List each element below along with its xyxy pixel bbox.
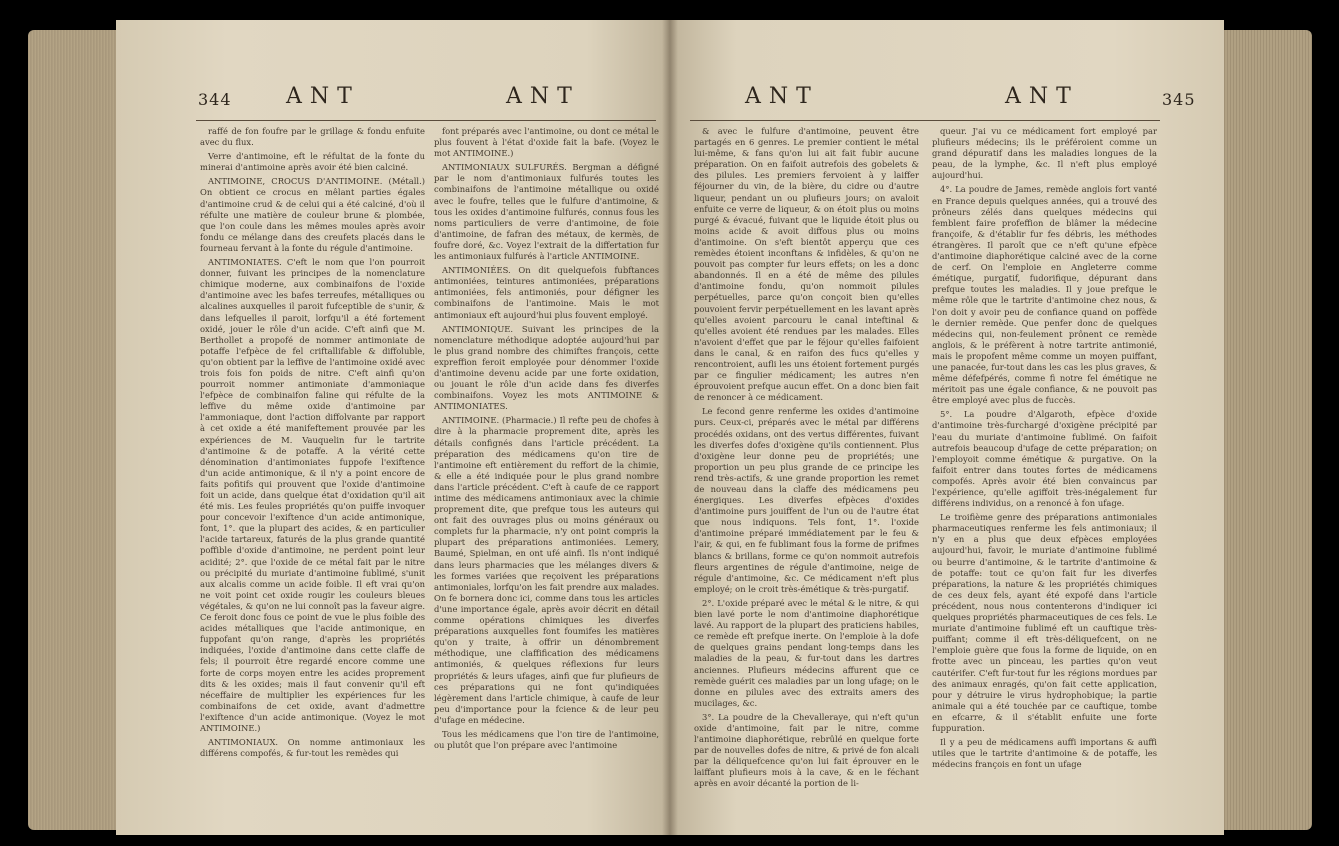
header-rule	[690, 120, 1160, 121]
page-number: 344	[198, 90, 232, 109]
right-column-1	[694, 126, 919, 826]
book-gutter	[662, 20, 678, 835]
center-head: ANT	[745, 84, 819, 109]
paragraph: ANTIMOINE. (Pharmacie.) Il refte peu de chofes à dire à la pharmacie proprement dite, après les détails confignés dans l'article précédent. La préparation des médicamens qu'on tire de l'antimoine eft entièrement du reffort de la chimie, & elle a été indiquée pour le plus grand nombre dans l'article précédent. C'eft à caufe de ce rapport intime des médicamens antimoniaux avec la chimie proprement dite, que prefque tous les auteurs qui ont fait des ouvrages plus ou moins généraux ou complets fur la pharmacie, n'y ont point compris la plupart des préparations antimoniées. Lemery, Baumé, Spielman, en ont ufé ainfi. Ils n'ont indiqué dans leurs pharmacies que les mélanges divers & les formes variées que reçoivent les préparations antimoniales, lorfqu'on les fait prendre aux malades. On fe bornera donc ici, comme dans tous les articles d'une importance égale, après avoir décrit en détail comme opérations chimiques les diverfes préparations auxquelles font foumifes les matières qu'on y traite, à offrir un dénombrement méthodique, une claffification des médicamens antimoniés, & quelques réflexions fur leurs propriétés & leurs ufages, ainfi que fur plufieurs de ces préparations qui ne font qu'indiquées légèrement dans l'article chimique, à caufe de leur peu d'importance pour la fcience & de leur peu d'ufage en médecine.	[434, 415, 659, 725]
page-number: 345	[1162, 90, 1196, 109]
paragraph: ANTIMOINE, CROCUS D'ANTIMOINE. (Métall.) On obtient ce crocus en mêlant parties égales d'antimoine crud & de celui qui a été calciné, d'où il réfulte une matière de couleur brune & plombée, que l'on coule dans les mêmes moules après avoir fondu ce mélange dans des creufets placés dans le fourneau fervant à la fonte du régule d'antimoine.	[200, 176, 425, 253]
paragraph: Le fecond genre renferme les oxides d'antimoine purs. Ceux-ci, préparés avec le métal par différens procédés oxidans, ont des vertus différentes, fuivant les diverfes dofes d'oxigène qu'ils contiennent. Plus d'oxigène leur donne peu de propriétés; une proportion un peu plus grande de ce principe les rend très-actifs, & une grande proportion les remet de nouveau dans la claffe des médicamens peu énergiques. Les diverfes efpèces d'oxides d'antimoine purs jouiffent de l'un ou de l'autre état que nous indiquons. Tels font, 1°. l'oxide d'antimoine préparé immédiatement par le feu & l'air, & qui, en fe fublimant fous la forme de prifmes blancs & brillans, forme ce qu'on nommoit autrefois fleurs argentines de régule d'antimoine, neige de régule d'antimoine, &c. Ce médicament n'eft plus employé; on le croit très-émétique & très-purgatif.	[694, 406, 919, 594]
paragraph: font préparés avec l'antimoine, ou dont ce métal le plus fouvent à l'état d'oxide fait la bafe. (Voyez le mot ANTIMOINE.)	[434, 126, 659, 159]
running-head: ANT	[286, 84, 360, 109]
paragraph: raffé de fon foufre par le grillage & fondu enfuite avec du flux.	[200, 126, 425, 148]
paragraph: Verre d'antimoine, eft le réfultat de la fonte du minerai d'antimoine après avoir été bien calciné.	[200, 151, 425, 173]
paragraph: ANTIMONIÉES. On dit quelquefois fubftances antimoniées, teintures antimoniées, préparations antimoniées, fels antimoniés, pour défigner les combinaifons de l'antimoine. Mais le mot antimoniaux eft aujourd'hui plus fouvent employé.	[434, 265, 659, 320]
paragraph: ANTIMONIQUE. Suivant les principes de la nomenclature méthodique adoptée aujourd'hui par le plus grand nombre des chimiftes françois, cette expreffion feroit employée pour dénommer l'oxide d'antimoine devenu acide par une forte oxidation, ou jouant le rôle d'un acide dans fes diverfes combinaifons. Voyez les mots ANTIMOINE & ANTIMONIATES.	[434, 323, 659, 412]
left-page	[116, 20, 670, 835]
paragraph: queur. J'ai vu ce médicament fort employé par plufieurs médecins; ils le préféroient comme un grand dépuratif dans les maladies longues de la peau, de la lymphe, &c. Il n'eft plus employé aujourd'hui.	[932, 126, 1157, 181]
center-head: ANT	[506, 84, 580, 109]
paragraph: Il y a peu de médicamens auffi importans & auffi utiles que le tartrite d'antimoine & de potaffe, les médecins françois en font un ufage	[932, 737, 1157, 770]
paragraph: ANTIMONIAUX. On nomme antimoniaux les différens compofés, & fur-tout les remèdes qui	[200, 737, 425, 759]
paragraph: Le troifième genre des préparations antimoniales pharmaceutiques renferme les fels antimoniaux; il n'y en a plus que deux efpèces employées aujourd'hui, favoir, le muriate d'antimoine fublimé ou beurre d'antimoine, & le tartrite d'antimoine & de potaffe: tout ce qu'on fait fur les diverfes préparations, la nature & les propriétés chimiques de ces deux fels, ayant été expofé dans l'article précédent, nous nous contenterons d'indiquer ici quelques propriétés pharmaceutiques de ces fels. Le muriate d'antimoine fublimé eft un cauftique très-puiffant; comme il eft très-déliquefcent, on ne l'emploie guère que fous la forme de liquide, on en frotte avec un pinceau, les parties qu'on veut cautérifer. C'eft fur-tout fur les régions mordues par des animaux enragés, qu'on fait cette application, pour y détruire le virus hydrophobique; la partie animale qui a été touchée par ce cauftique, tombe en efcarre, & il s'établit enfuite une forte fuppuration.	[932, 512, 1157, 733]
left-column-2	[434, 126, 659, 826]
right-page-edges	[1212, 30, 1312, 830]
paragraph: ANTIMONIATES. C'eft le nom que l'on pourroit donner, fuivant les principes de la nomenclature chimique moderne, aux combinaifons de l'oxide d'antimoine avec les bafes terreufes, métalliques ou alcalines auxquelles il paroit fufceptible de s'unir, & dans lefquelles il paroit, lorfqu'il a été fortement oxidé, jouer le rôle d'un acide. C'eft ainfi que M. Berthollet a propofé de nommer antimoniate de potaffe l'efpèce de fel criftallifable & diffoluble, qu'on obtient par la leffive de l'antimoine oxidé avec trois fois fon poids de nitre. C'eft ainfi qu'on pourroit nommer antimoniate d'ammoniaque l'efpèce de combinaifon faline qui réfulte de la leffive du même oxide d'antimoine par l'ammoniaque, dont l'action diffolvante par rapport à cet oxide a été manifeftement prouvée par les expériences de M. Vauquelin fur le tartrite d'antimoine & de potaffe. A la vérité cette dénomination d'antimoniates fuppofe l'exiftence d'un acide antimonique, & il n'y a point encore de faits pofitifs qui prouvent que l'oxide d'antimoine foit un acide, dans quelque état d'oxidation qu'il ait été mis. Les feules propriétés qu'on puiffe invoquer pour concevoir l'exiftence d'un acide antimonique, font, 1°. que la plupart des acides, & en particulier l'acide tartareux, faturés de la plus grande quantité poffible d'oxide d'antimoine, ne perdent point leur acidité; 2°. que l'oxide de ce métal fait par le nitre ou précipité du muriate d'antimoine fublimé, s'unit aux alcalis comme un acide foible. Il eft vrai qu'on ne voit point cet oxide rougir les couleurs bleues végétales, & qu'on ne lui connoît pas la faveur aigre. Ce feroit donc fous ce point de vue le plus foible des acides métalliques que l'acide antimonique, en fuppofant qu'on range, d'après les propriétés indiquées, l'oxide d'antimoine dans cette claffe de fels; il pourroit être regardé encore comme une forte de corps moyen entre les acides proprement dits & les oxides; mais il faut convenir qu'il eft néceffaire de multiplier les expériences fur les combinaifons de cet oxide, avant d'admettre l'exiftence d'un acide antimonique. (Voyez le mot ANTIMOINE.)	[200, 257, 425, 733]
paragraph: & avec le fulfure d'antimoine, peuvent être partagés en 6 genres. Le premier contient le métal lui-même, & fans qu'on lui ait fait fubir aucune préparation. On en faifoit autrefois des gobelets & des pilules. Les premiers fervoient à y laiffer féjourner du vin, de la bière, du cidre ou d'autre liqueur, pendant un ou plufieurs jours; on avaloit enfuite ce verre de liqueur, & on étoit plus ou moins purgé & évacué, fuivant que le liquide étoit plus ou moins acide & avoit diffous plus ou moins d'antimoine. On s'eft bientôt apperçu que ces remèdes étoient inconftans & infidèles, & qu'on ne pouvoit pas compter fur leurs effets; on les a donc abandonnés. Il en a été de même des pilules d'antimoine fondu, qu'on nommoit pilules perpétuelles, parce qu'on conçoit bien qu'elles pouvoient fervir perpétuellement en les lavant après qu'elles avoient parcouru le canal inteftinal & qu'elles avoient été rendues par les malades. Elles n'avoient d'effet que par le féjour qu'elles faifoient dans le canal, & en raifon des fucs qu'elles y rencontroient, aufli les uns étoient fortement purgés par ce fingulier médicament; les autres n'en éprouvoient prefque aucun effet. On a donc bien fait de renoncer à ce médicament.	[694, 126, 919, 403]
running-head: ANT	[1005, 84, 1079, 109]
left-page-edges	[28, 30, 128, 830]
paragraph: 2°. L'oxide préparé avec le métal & le nitre, & qui bien lavé porte le nom d'antimoine diaphorétique lavé. Au rapport de la plupart des praticiens habiles, ce remède eft prefque inerte. On l'emploie à la dofe de quelques grains pendant long-temps dans les maladies de la peau, & fur-tout dans les dartres anciennes. Plufieurs médecins affurent que ce remède guérit ces maladies par un long ufage; on le donne en pilules avec des extraits amers des mucilages, &c.	[694, 597, 919, 708]
paragraph: ANTIMONIAUX SULFURÉS. Bergman a défigné par le nom d'antimoniaux fulfurés toutes les combinaifons de l'antimoine métallique ou oxidé avec le foufre, telles que le fulfure d'antimoine, & tous les oxides d'antimoine fulfurés, connus fous les noms particuliers de verre d'antimoine, de foie d'antimoine, de fafran des métaux, de kermès, de foufre doré, &c. Voyez l'extrait de la differtation fur les antimoniaux fulfurés à l'article ANTIMOINE.	[434, 162, 659, 262]
right-column-2	[932, 126, 1157, 826]
left-column-1	[200, 126, 425, 826]
paragraph: 5°. La poudre d'Algaroth, efpèce d'oxide d'antimoine très-furchargé d'oxigène précipité par l'eau du muriate d'antimoine fublimé. On faifoit autrefois beaucoup d'ufage de cette préparation; on l'employoit comme émétique & purgative. On la faifoit entrer dans toutes fortes de médicamens compofés. Après avoir été bien convaincus par l'expérience, qu'elle agiffoit très-inégalement fur différens individus, on a renoncé à fon ufage.	[932, 409, 1157, 509]
right-page	[670, 20, 1224, 835]
paragraph: 4°. La poudre de James, remède anglois fort vanté en France depuis quelques années, qui a trouvé des prôneurs zélés dans quelques médecins qui femblent faire profeffion de blâmer la médecine françoife, & d'établir fur fes débris, les méthodes étrangères. Il paroît que ce n'eft qu'une efpèce d'antimoine diaphorétique calciné avec de la corne de cerf. On l'emploie en Angleterre comme émétique, purgatif, fudorifique, dépurant dans prefque toutes les maladies. Il y joue prefque le même rôle que le tartrite d'antimoine chez nous, & l'on doit y avoir peu de confiance quand on poffède le dernier remède. Que penfer donc de quelques médecins qui, non-feulement prônent ce remède anglois, & le préfèrent à notre tartrite antimonié, mais le propofent même comme un moyen puiffant, une panacée, fur-tout dans les cas les plus graves, & même défefpérés, comme fi notre fel émétique ne méritoit pas une égale confiance, & ne pouvoit pas être employé avec plus de fuccès.	[932, 184, 1157, 406]
header-rule	[196, 120, 656, 121]
paragraph: Tous les médicamens que l'on tire de l'antimoine, ou plutôt que l'on prépare avec l'antimoine	[434, 728, 659, 751]
paragraph: 3°. La poudre de la Chevalleraye, qui n'eft qu'un oxide d'antimoine, fait par le nitre, comme l'antimoine diaphorétique, rebrûlé en quelque forte par de nouvelles dofes de nitre, & privé de fon alcali par la déliquefcence qu'on lui fait éprouver en le laiffant plufieurs mois à la cave, & en le féchant après en avoir décanté la portion de li-	[694, 711, 919, 789]
